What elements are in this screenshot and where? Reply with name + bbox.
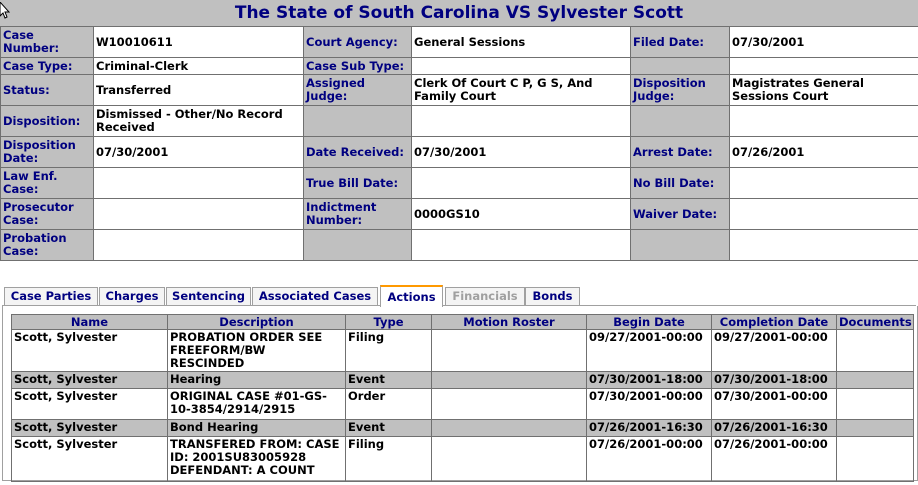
table-row <box>12 420 914 437</box>
no-bill-date-label: No Bill Date: <box>631 168 730 199</box>
disposition-date-value: 07/30/2001 <box>94 137 304 168</box>
empty-label-cell <box>631 230 730 261</box>
disposition-judge-value: Magistrates General Sessions Court <box>730 75 918 106</box>
page-title: The State of South Carolina VS Sylvester Scott <box>0 0 918 28</box>
empty-value-cell <box>730 230 918 261</box>
cell-motion-roster <box>432 372 587 389</box>
cell-description: PROBATION ORDER SEE FREEFORM/BW RESCINDED <box>168 330 346 372</box>
disposition-judge-label: Disposition Judge: <box>631 75 730 106</box>
waiver-date-value <box>730 199 918 230</box>
cell-description: TRANSFERED FROM: CASE ID: 2001SU83005928 DEFENDANT: A COUNT <box>168 437 346 482</box>
cell-begin-date: 07/30/2001-00:00 <box>587 389 712 420</box>
empty-value-cell <box>730 58 918 75</box>
law-enf-case-label: Law Enf. Case: <box>1 168 94 199</box>
column-header-completion-date: Completion Date <box>712 315 837 330</box>
cell-documents <box>837 437 914 482</box>
cell-motion-roster <box>432 330 587 372</box>
case-number-label: Case Number: <box>1 27 94 58</box>
table-row <box>12 372 914 389</box>
indictment-number-label: Indictment Number: <box>304 199 412 230</box>
cell-documents <box>837 330 914 372</box>
waiver-date-label: Waiver Date: <box>631 199 730 230</box>
column-header-begin-date: Begin Date <box>587 315 712 330</box>
case-sub-type-label: Case Sub Type: <box>304 58 412 75</box>
empty-label-cell <box>304 106 412 137</box>
cell-documents <box>837 389 914 420</box>
column-header-type: Type <box>346 315 432 330</box>
disposition-date-label: Disposition Date: <box>1 137 94 168</box>
empty-value-cell <box>730 106 918 137</box>
date-received-label: Date Received: <box>304 137 412 168</box>
disposition-value: Dismissed - Other/No Record Received <box>94 106 304 137</box>
probation-case-label: Probation Case: <box>1 230 94 261</box>
tab-actions[interactable]: Actions <box>380 285 443 307</box>
cell-type: Order <box>346 389 432 420</box>
true-bill-date-value <box>412 168 631 199</box>
empty-label-cell <box>631 58 730 75</box>
cell-description: Hearing <box>168 372 346 389</box>
cell-begin-date: 07/30/2001-18:00 <box>587 372 712 389</box>
column-header-documents: Documents <box>837 315 914 330</box>
empty-value-cell <box>412 230 631 261</box>
cell-name: Scott, Sylvester <box>12 420 168 437</box>
cell-description: ORIGINAL CASE #01-GS-10-3854/2914/2915 <box>168 389 346 420</box>
cell-completion-date: 07/30/2001-00:00 <box>712 389 837 420</box>
status-label: Status: <box>1 75 94 106</box>
cell-begin-date: 09/27/2001-00:00 <box>587 330 712 372</box>
case-type-value: Criminal-Clerk <box>94 58 304 75</box>
cell-type: Event <box>346 372 432 389</box>
tab-sentencing[interactable]: Sentencing <box>166 287 251 305</box>
court-agency-value: General Sessions <box>412 27 631 58</box>
cell-type: Filing <box>346 330 432 372</box>
status-value: Transferred <box>94 75 304 106</box>
cell-documents <box>837 372 914 389</box>
cell-begin-date: 07/26/2001-16:30 <box>587 420 712 437</box>
cell-begin-date: 07/26/2001-00:00 <box>587 437 712 482</box>
indictment-number-value: 0000GS10 <box>412 199 631 230</box>
cell-completion-date: 09/27/2001-00:00 <box>712 330 837 372</box>
empty-value-cell <box>412 106 631 137</box>
case-info-table <box>0 26 918 261</box>
empty-label-cell <box>631 106 730 137</box>
cell-completion-date: 07/26/2001-16:30 <box>712 420 837 437</box>
arrest-date-label: Arrest Date: <box>631 137 730 168</box>
disposition-label: Disposition: <box>1 106 94 137</box>
case-type-label: Case Type: <box>1 58 94 75</box>
column-header-name: Name <box>12 315 168 330</box>
column-header-motion-roster: Motion Roster <box>432 315 587 330</box>
tab-bar <box>2 285 916 306</box>
arrest-date-value: 07/26/2001 <box>730 137 918 168</box>
cell-documents <box>837 420 914 437</box>
true-bill-date-label: True Bill Date: <box>304 168 412 199</box>
tab-bonds[interactable]: Bonds <box>525 287 580 305</box>
table-row <box>12 389 914 420</box>
tab-financials: Financials <box>445 287 525 305</box>
cell-name: Scott, Sylvester <box>12 372 168 389</box>
cell-motion-roster <box>432 437 587 482</box>
cell-motion-roster <box>432 420 587 437</box>
prosecutor-case-label: Prosecutor Case: <box>1 199 94 230</box>
assigned-judge-value: Clerk Of Court C P, G S, And Family Court <box>412 75 631 106</box>
probation-case-value <box>94 230 304 261</box>
no-bill-date-value <box>730 168 918 199</box>
cell-completion-date: 07/26/2001-00:00 <box>712 437 837 482</box>
cell-description: Bond Hearing <box>168 420 346 437</box>
cell-motion-roster <box>432 389 587 420</box>
tab-associated-cases[interactable]: Associated Cases <box>252 287 378 305</box>
cell-name: Scott, Sylvester <box>12 437 168 482</box>
filed-date-label: Filed Date: <box>631 27 730 58</box>
prosecutor-case-value <box>94 199 304 230</box>
cell-completion-date: 07/30/2001-18:00 <box>712 372 837 389</box>
tab-charges[interactable]: Charges <box>99 287 165 305</box>
actions-table <box>11 314 914 482</box>
law-enf-case-value <box>94 168 304 199</box>
date-received-value: 07/30/2001 <box>412 137 631 168</box>
cell-name: Scott, Sylvester <box>12 389 168 420</box>
cell-name: Scott, Sylvester <box>12 330 168 372</box>
empty-label-cell <box>304 230 412 261</box>
table-row <box>12 330 914 372</box>
column-header-description: Description <box>168 315 346 330</box>
cell-type: Filing <box>346 437 432 482</box>
court-agency-label: Court Agency: <box>304 27 412 58</box>
table-row <box>12 437 914 482</box>
tab-case-parties[interactable]: Case Parties <box>4 287 98 305</box>
assigned-judge-label: Assigned Judge: <box>304 75 412 106</box>
mouse-pointer-icon <box>0 2 10 20</box>
case-number-value: W10010611 <box>94 27 304 58</box>
cell-type: Event <box>346 420 432 437</box>
filed-date-value: 07/30/2001 <box>730 27 918 58</box>
case-sub-type-value <box>412 58 631 75</box>
